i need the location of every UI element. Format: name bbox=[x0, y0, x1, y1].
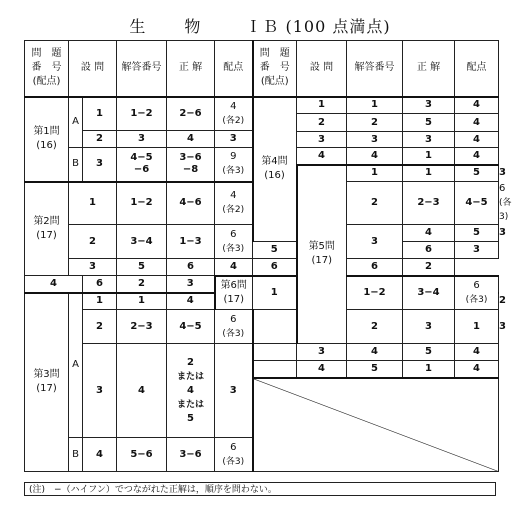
page-title bbox=[0, 14, 520, 37]
cell: 2 bbox=[297, 114, 347, 132]
cell: 4−5 bbox=[167, 310, 215, 344]
cell: 9 (各3) bbox=[215, 148, 253, 182]
title-course: ＩＢ bbox=[245, 17, 280, 36]
q1-part-a: A bbox=[69, 97, 83, 148]
cell: 1 bbox=[83, 97, 117, 131]
cell: 6 bbox=[403, 242, 455, 259]
cell: 1 bbox=[117, 293, 167, 310]
cell: 4 bbox=[455, 344, 499, 361]
cell: 4 bbox=[455, 97, 499, 114]
q1-label: 第1問 (16) bbox=[25, 97, 69, 182]
cell: 4 bbox=[455, 148, 499, 165]
cell: 2 または 4 または 5 bbox=[167, 344, 215, 438]
q3-label: 第3問 (17) bbox=[25, 293, 69, 472]
header-row bbox=[25, 41, 499, 97]
cell: 3 bbox=[297, 132, 347, 148]
cell: 4 bbox=[455, 114, 499, 132]
q1-part-b: B bbox=[69, 148, 83, 182]
cell: 6 bbox=[347, 259, 403, 276]
cell: 4 bbox=[167, 293, 215, 310]
table-row bbox=[25, 344, 499, 361]
cell: 3 bbox=[167, 276, 215, 293]
table-row: 第2問 (17) 1 1−2 4−6 4 (各2) 2 2−3 4−5 6 (各3) bbox=[25, 182, 499, 225]
cell: 1 bbox=[69, 182, 117, 225]
cell: 2 bbox=[83, 310, 117, 344]
cell: 2 bbox=[347, 310, 403, 344]
q3-part-b: B bbox=[69, 438, 83, 472]
cell: 2−3 bbox=[403, 182, 455, 225]
q6-label-cont bbox=[253, 361, 297, 378]
q6-label: 第6問 (17) bbox=[215, 276, 253, 310]
header-setsumon-right: 設 問 bbox=[297, 41, 347, 97]
cell: 4 bbox=[455, 132, 499, 148]
cell: 2 bbox=[347, 182, 403, 225]
cell: 3 bbox=[347, 225, 403, 259]
cell: 5 bbox=[117, 259, 167, 276]
q4-label: 第4問 (16) bbox=[253, 97, 297, 242]
cell: 5 bbox=[455, 225, 499, 242]
cell: 4 bbox=[167, 131, 215, 148]
cell: 1 bbox=[403, 165, 455, 182]
header-seikai: 正 解 bbox=[167, 41, 215, 97]
header-q-no: 問 題 番 号 (配点) bbox=[25, 41, 69, 97]
cell: 4 bbox=[297, 361, 347, 378]
cell: 4 bbox=[297, 148, 347, 165]
cell: 6 bbox=[83, 276, 117, 293]
cell: 3−4 bbox=[403, 276, 455, 310]
header-kaitou-right: 解答番号 bbox=[347, 41, 403, 97]
cell: 3 bbox=[455, 242, 499, 259]
cell: 6 bbox=[253, 259, 297, 276]
cell: 2 bbox=[69, 225, 117, 259]
cell: 3−4 bbox=[117, 225, 167, 259]
header-kaitou: 解答番号 bbox=[117, 41, 167, 97]
cell: 4 (各2) bbox=[215, 97, 253, 131]
cell: 5 bbox=[253, 242, 297, 259]
cell: 4 bbox=[117, 344, 167, 438]
table-row: 第5問 (17) 1 1 5 3 bbox=[25, 165, 499, 182]
cell: 4−5 bbox=[455, 182, 499, 225]
cell: 4−5 −6 bbox=[117, 148, 167, 182]
cell: 3−6 bbox=[167, 438, 215, 472]
cell: 1 bbox=[403, 361, 455, 378]
cell: 1 bbox=[297, 97, 347, 114]
table-row: 2 3−4 1−3 6 (各3) 3 4 5 3 bbox=[25, 225, 499, 242]
cell: 3 bbox=[117, 131, 167, 148]
table-row: 2 2−3 4−5 6 (各3) 2 3 1 3 bbox=[25, 310, 499, 344]
title-subject-1: 生 bbox=[129, 17, 147, 36]
empty-diagonal-cell bbox=[253, 378, 499, 472]
cell: 5 bbox=[347, 361, 403, 378]
cell: 3 bbox=[215, 344, 253, 438]
cell: 4 (各2) bbox=[215, 182, 253, 225]
cell: 6 bbox=[167, 259, 215, 276]
cell: 1 bbox=[403, 148, 455, 165]
cell: 3 bbox=[215, 131, 253, 148]
cell: 3 bbox=[403, 132, 455, 148]
cell: 2 bbox=[403, 259, 455, 276]
q6-label-cont bbox=[253, 344, 297, 361]
cell: 4 bbox=[403, 225, 455, 242]
cell: 4 bbox=[25, 276, 83, 293]
q6-label-cont bbox=[253, 310, 297, 344]
footnote: (注) −（ハイフン）でつながれた正解は，順序を問わない。 bbox=[24, 482, 496, 496]
cell: 1−2 bbox=[117, 182, 167, 225]
cell: 6 (各3) bbox=[215, 225, 253, 259]
cell: 3−6 −8 bbox=[167, 148, 215, 182]
cell: 1−2 bbox=[117, 97, 167, 131]
header-q-no-right: 問 題 番 号 (配点) bbox=[253, 41, 297, 97]
cell: 1 bbox=[347, 97, 403, 114]
cell: 5 bbox=[455, 165, 499, 182]
cell: 3 bbox=[69, 259, 117, 276]
diagonal-line bbox=[254, 379, 499, 472]
cell: 2 bbox=[83, 131, 117, 148]
cell: 6 (各3) bbox=[455, 276, 499, 310]
cell: 3 bbox=[347, 132, 403, 148]
title-subject-2: 物 bbox=[184, 17, 202, 36]
cell: 4 bbox=[347, 148, 403, 165]
cell: 5 bbox=[403, 344, 455, 361]
cell: 5−6 bbox=[117, 438, 167, 472]
cell: 5 bbox=[403, 114, 455, 132]
cell: 4−6 bbox=[167, 182, 215, 225]
header-haiten: 配点 bbox=[215, 41, 253, 97]
header-seikai-right: 正 解 bbox=[403, 41, 455, 97]
cell: 2 bbox=[117, 276, 167, 293]
cell: 2−6 bbox=[167, 97, 215, 131]
answer-table bbox=[24, 40, 512, 472]
cell: 2 bbox=[347, 114, 403, 132]
cell: 4 bbox=[215, 259, 253, 276]
cell: 4 bbox=[83, 438, 117, 472]
header-haiten-right: 配点 bbox=[455, 41, 499, 97]
cell: 2−3 bbox=[117, 310, 167, 344]
table-row: 第3問 (17) A 1 1 4 2 bbox=[25, 293, 499, 310]
cell: 1−2 bbox=[347, 276, 403, 310]
cell: 1 bbox=[347, 165, 403, 182]
q3-part-a: A bbox=[69, 293, 83, 438]
cell: 6 (各3) bbox=[215, 310, 253, 344]
table-row bbox=[25, 97, 499, 114]
cell: 6 (各3) bbox=[215, 438, 253, 472]
cell: 1−3 bbox=[167, 225, 215, 259]
q5-label: 第5問 (17) bbox=[297, 165, 347, 344]
cell: 1 bbox=[83, 293, 117, 310]
table-row bbox=[25, 259, 499, 276]
title-points: (100 点満点) bbox=[285, 17, 391, 36]
cell: 3 bbox=[297, 344, 347, 361]
cell: 4 bbox=[455, 361, 499, 378]
cell: 1 bbox=[455, 310, 499, 344]
header-setsumon: 設 問 bbox=[69, 41, 117, 97]
cell: 4 bbox=[347, 344, 403, 361]
cell: 3 bbox=[83, 148, 117, 182]
cell: 3 bbox=[83, 344, 117, 438]
cell: 1 bbox=[253, 276, 297, 310]
cell: 3 bbox=[403, 310, 455, 344]
table-row bbox=[25, 276, 499, 293]
q2-label: 第2問 (17) bbox=[25, 182, 69, 276]
cell: 3 bbox=[403, 97, 455, 114]
